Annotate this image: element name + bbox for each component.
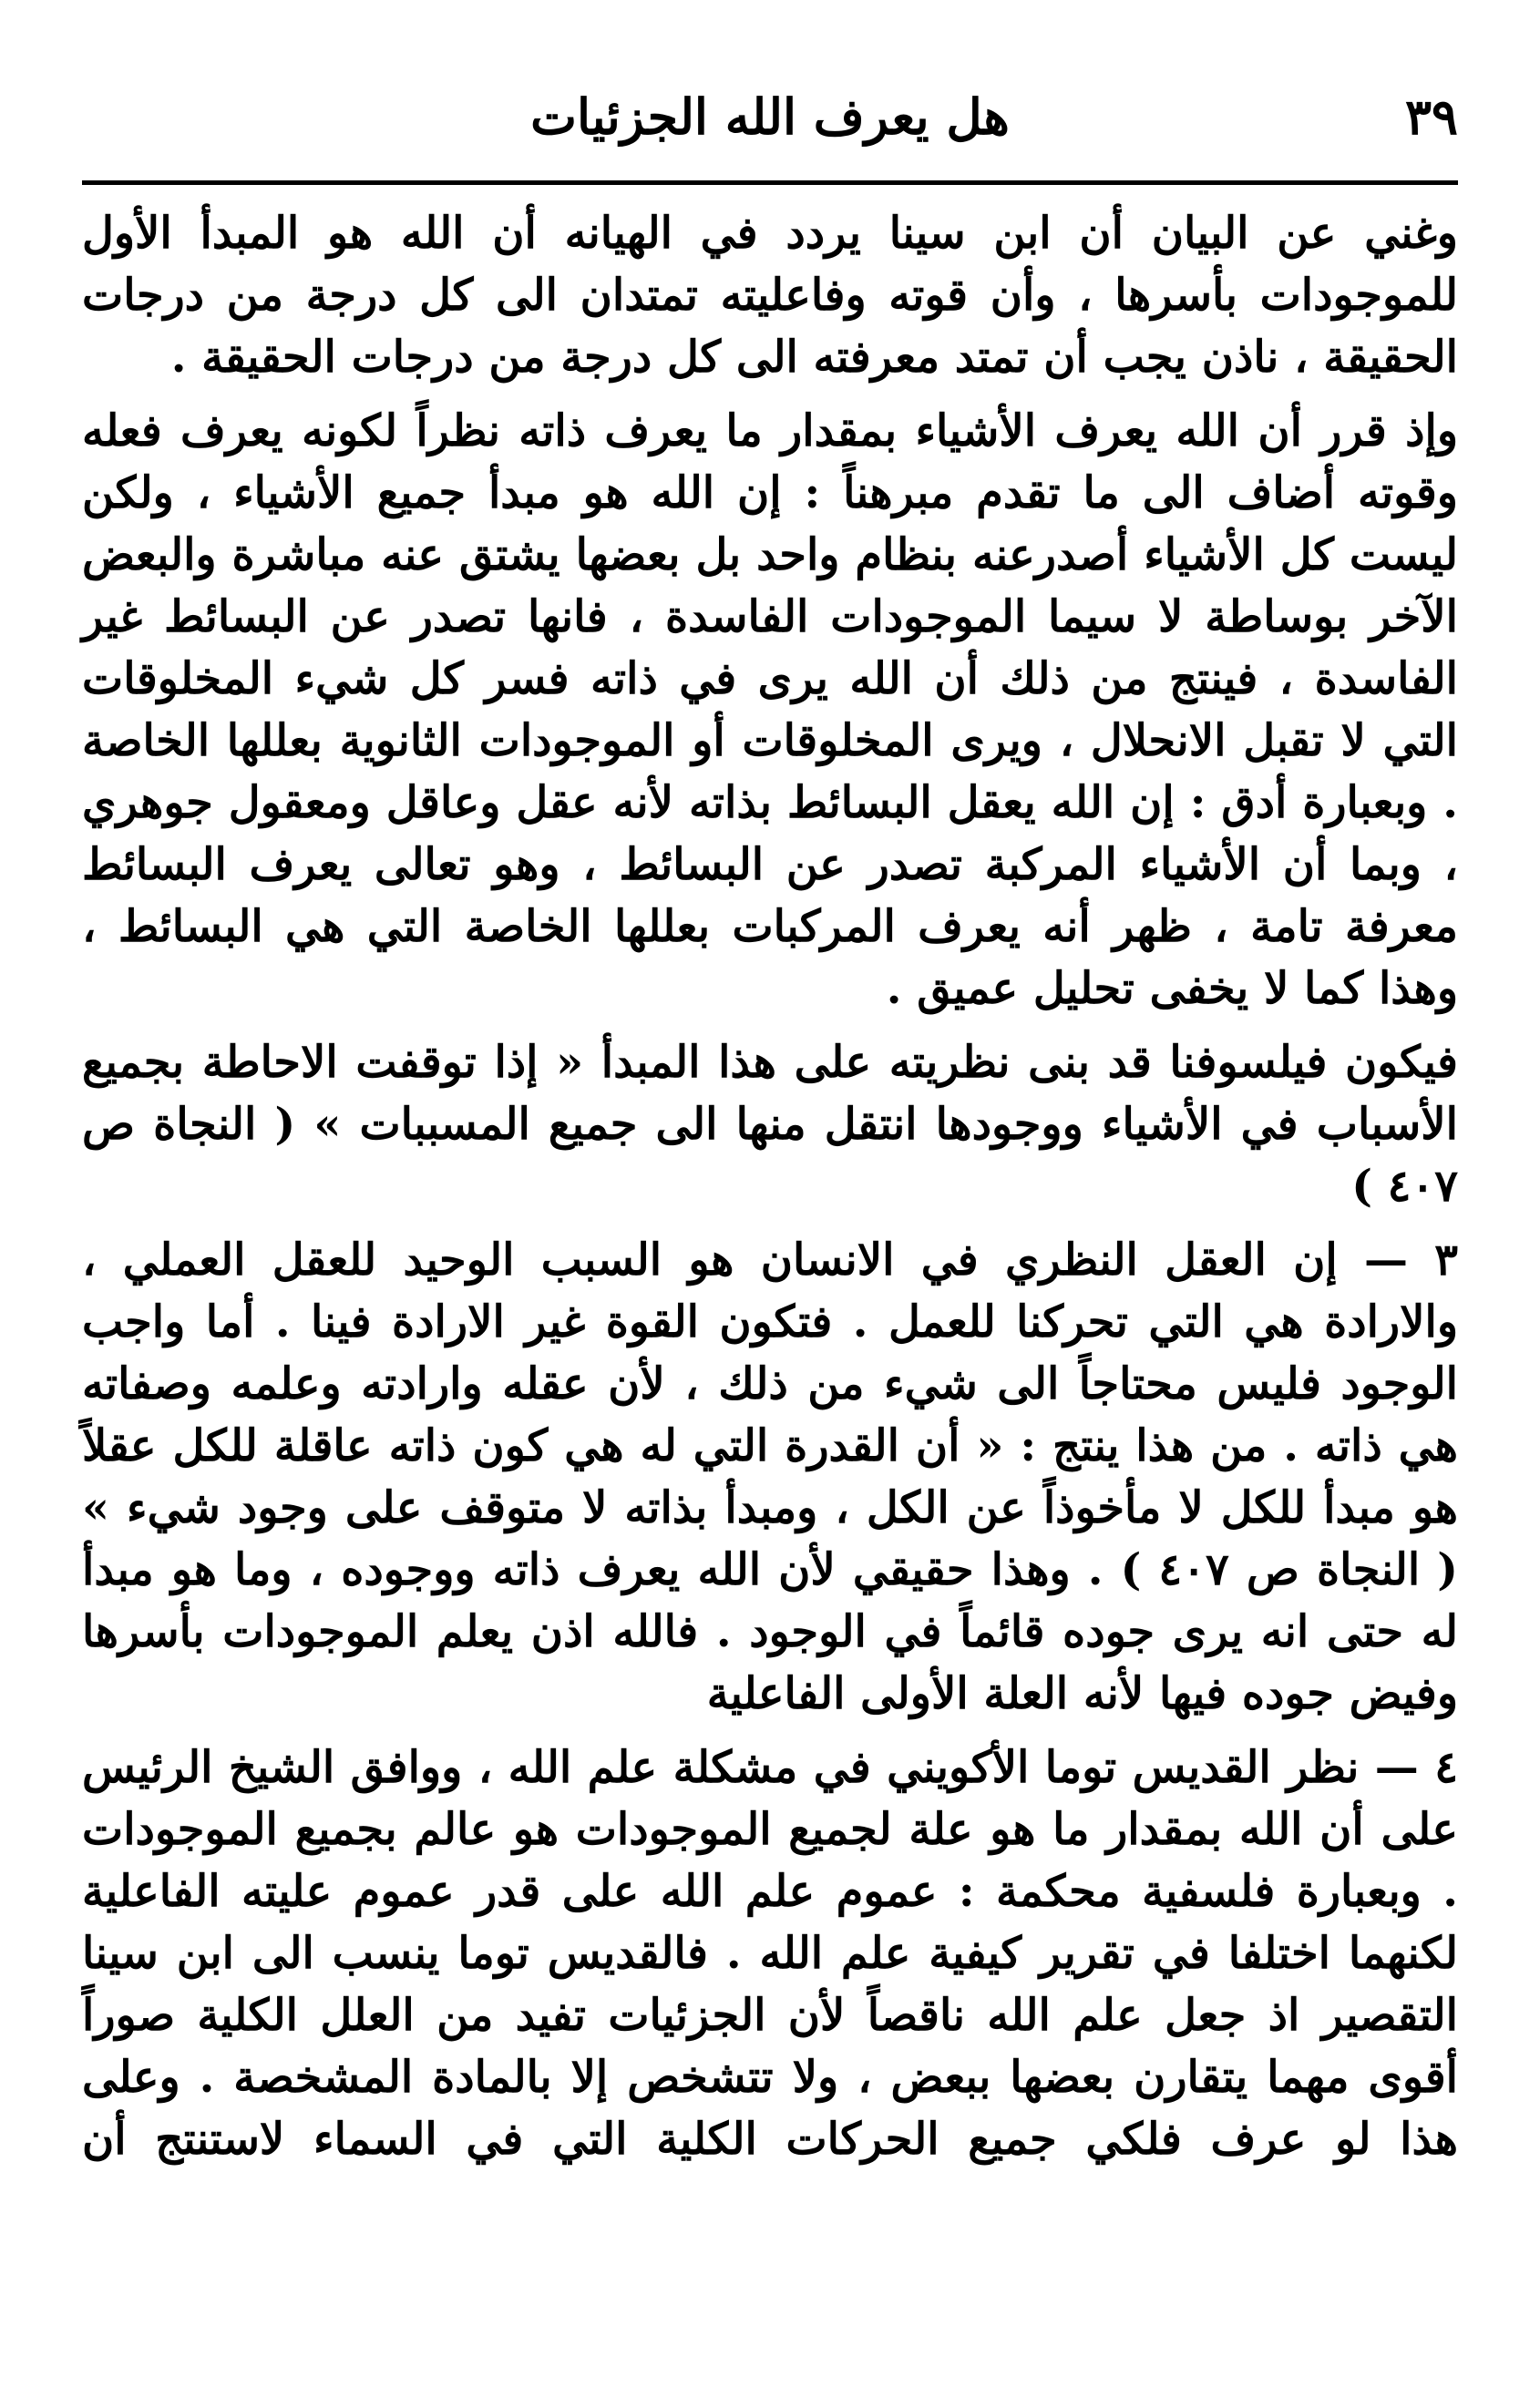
paragraph: ٤ — نظر القديس توما الأكويني في مشكلة علم الله ، ووافق الشيخ الرئيس على أن الله بمقدار ما هو علة لجميع الموجودات هو عالم بجميع الموجودات . وبعبارة فلسفية محكمة : عموم علم الله على قدر عموم عليته الفاعلية لكنهما اختلفا في تقرير كيفية علم الله . فالقديس توما ينسب الى ابن سينا التقصير اذ جعل علم الله ناقصاً لأن الجزئيات تفيد من العلل الكلية صوراً أقوى مهما يتقارن بعضها ببعض ، ولا تتشخص إلا بالمادة المشخصة . وعلى هذا لو عرف فلكي جميع الحركات الكلية التي في السماء لاستنتج أن [82,1742,1459,2165]
page-header [82,80,1458,153]
header-rule [82,180,1458,185]
page-body [82,202,1458,2182]
running-title: هل يعرف الله الجزئيات [530,87,1010,146]
page-number: ٣٩ [1404,87,1458,146]
paragraph: ٣ — إن العقل النظري في الانسان هو السبب الوحيد للعقل العملي ، والارادة هي التي تحركنا للعمل . فتكون القوة غير الارادة فينا . أما واجب الوجود فليس محتاجاً الى شيء من ذلك ، لأن عقله وارادته وعلمه وصفاته هي ذاته . من هذا ينتج : « أن القدرة التي له هي كون ذاته عاقلة للكل عقلاً هو مبدأ للكل لا مأخوذاً عن الكل ، ومبدأ بذاته لا متوقف على وجود شيء » ( النجاة ص ٤٠٧ ) . وهذا حقيقي لأن الله يعرف ذاته ووجوده ، وما هو مبدأ له حتى انه يرى جوده قائماً في الوجود . فالله اذن يعلم الموجودات بأسرها وفيض جوده فيها لأنه العلة الأولى الفاعلية [82,1235,1459,1719]
paragraph: وغني عن البيان أن ابن سينا يردد في الهيانه أن الله هو المبدأ الأول للموجودات بأسرها ، وأن قوته وفاعليته تمتدان الى كل درجة من درجات الحقيقة ، ناذن يجب أن تمتد معرفته الى كل درجة من درجات الحقيقة . [82,208,1458,383]
paragraph: وإذ قرر أن الله يعرف الأشياء بمقدار ما يعرف ذاته نظراً لكونه يعرف فعله وقوته أضاف الى ما تقدم مبرهناً : إن الله هو مبدأ جميع الأشياء ، ولكن ليست كل الأشياء أصدرعنه بنظام واحد بل بعضها يشتق عنه مباشرة والبعض الآخر بوساطة لا سيما الموجودات الفاسدة ، فانها تصدر عن البسائط غير الفاسدة ، فينتج من ذلك أن الله يرى في ذاته فسر كل شيء المخلوقات التي لا تقبل الانحلال ، ويرى المخلوقات أو الموجودات الثانوية بعللها الخاصة . وبعبارة أدق : إن الله يعقل البسائط بذاته لأنه عقل وعاقل ومعقول جوهري ، وبما أن الأشياء المركبة تصدر عن البسائط ، وهو تعالى يعرف البسائط معرفة تامة ، ظهر أنه يعرف المركبات بعللها الخاصة التي هي البسائط ، وهذا كما لا يخفى تحليل عميق . [82,405,1459,1014]
paragraph: فيكون فيلسوفنا قد بنى نظريته على هذا المبدأ « إذا توقفت الاحاطة بجميع الأسباب في الأشياء ووجودها انتقل منها الى جميع المسببات » ( النجاة ص ٤٠٧ ) [82,1037,1458,1212]
